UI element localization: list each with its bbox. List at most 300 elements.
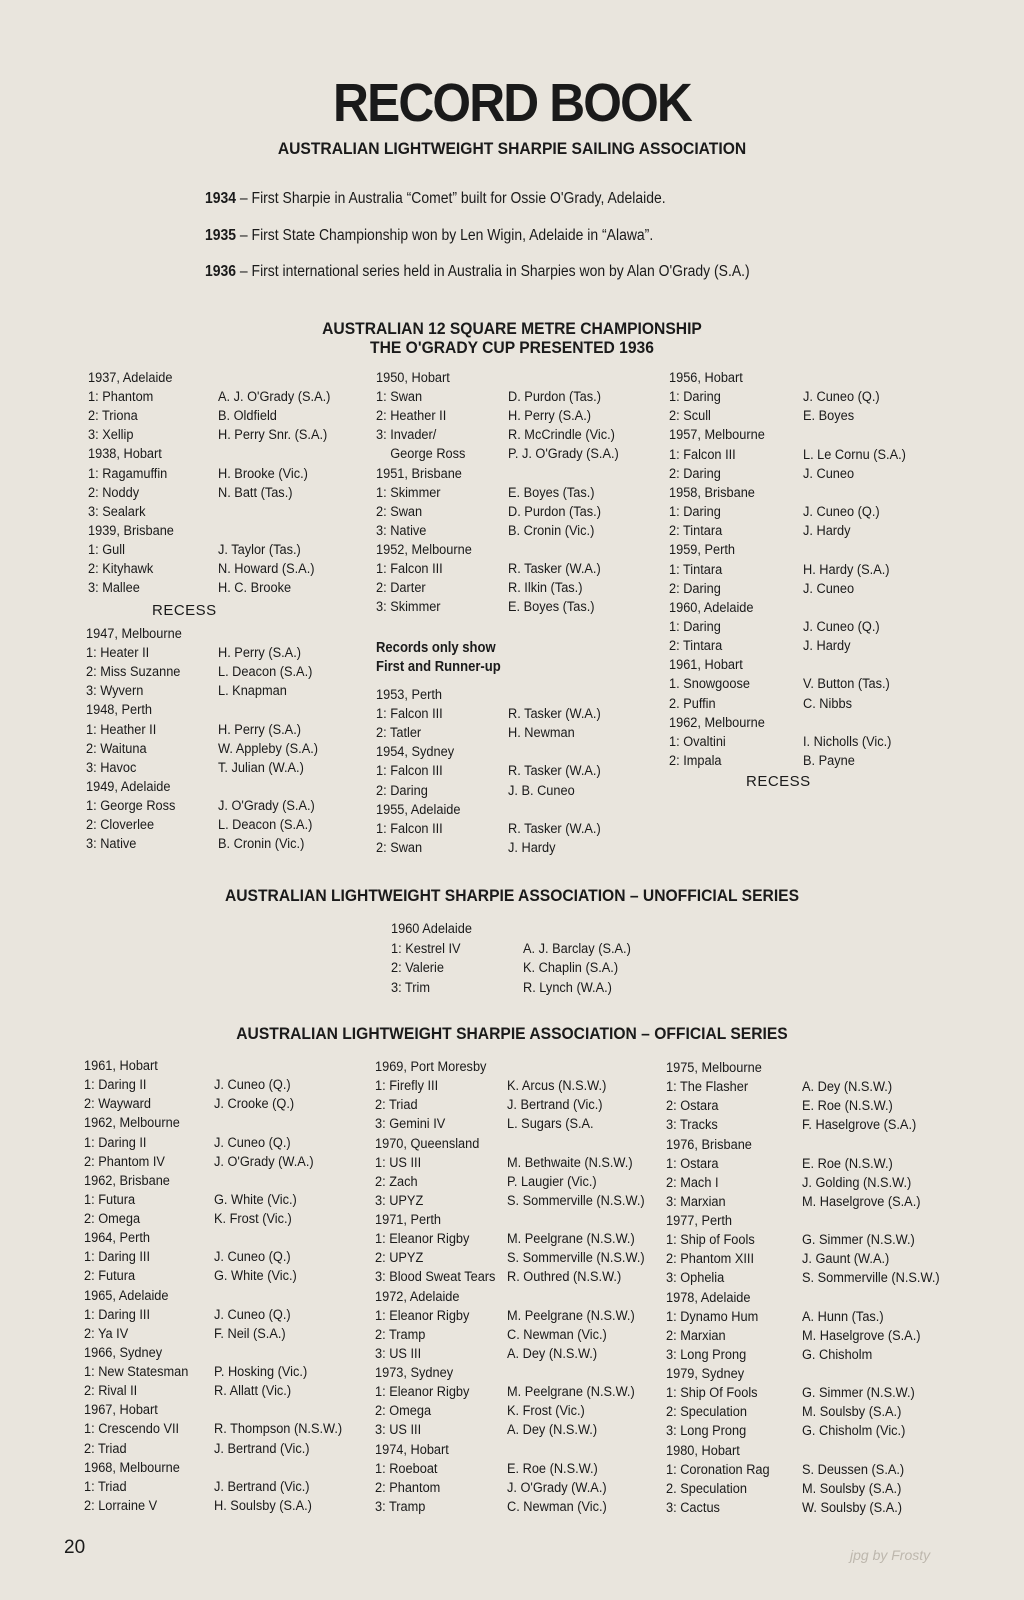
skipper-name: J. Bertrand (Vic.) [506, 1097, 603, 1114]
boat-name: 1: Daring [669, 504, 721, 521]
skipper-name: K. Frost (Vic.) [213, 1211, 292, 1228]
boat-name: 1: Heather II [86, 721, 157, 738]
boat-name: 1: Eleanor Rigby [375, 1231, 470, 1248]
result-row [669, 561, 890, 580]
boat-name: 2. Puffin [669, 695, 716, 712]
boat-name: 3: Cactus [666, 1499, 720, 1516]
skipper-name: J. O'Grady (S.A.) [217, 797, 315, 814]
skipper-name: S. Sommerville (N.S.W.) [506, 1250, 645, 1267]
skipper-name: C. Newman (Vic.) [506, 1326, 607, 1343]
skipper-name: V. Button (Tas.) [802, 676, 890, 693]
event-venue: 1951, Brisbane [376, 465, 462, 482]
result-row [86, 721, 302, 740]
history-year: 1934 [205, 190, 237, 207]
result-row [86, 644, 302, 663]
boat-name: 3: Long Prong [666, 1423, 747, 1440]
skipper-name: R. Thompson (N.S.W.) [213, 1421, 343, 1438]
boat-name: 1. Snowgoose [669, 676, 750, 693]
boat-name: 3: Blood Sweat Tears [375, 1269, 496, 1286]
event-venue: 1974, Hobart [375, 1441, 449, 1458]
result-row [375, 1230, 635, 1249]
skipper-name: E. Boyes [802, 408, 855, 425]
skipper-name: J. Cuneo (Q.) [213, 1077, 291, 1094]
boat-name: 2: Darter [376, 580, 426, 597]
boat-name: 2: Scull [669, 408, 711, 425]
skipper-name: R. Tasker (W.A.) [507, 763, 601, 780]
event-heading [666, 1212, 732, 1231]
boat-name: 2. Speculation [666, 1480, 747, 1497]
event-venue: 1970, Queensland [375, 1135, 480, 1152]
skipper-name: E. Boyes (Tas.) [507, 599, 595, 616]
result-row [84, 1497, 312, 1516]
boat-name: 3: Xellip [88, 427, 134, 444]
boat-name: 2: Speculation [666, 1404, 747, 1421]
boat-name: 2: Rival II [84, 1383, 138, 1400]
skipper-name: J. Bertrand (Vic.) [213, 1478, 310, 1495]
result-row [376, 503, 601, 522]
skipper-name: W. Soulsby (S.A.) [801, 1499, 903, 1516]
boat-name: 2: Wayward [84, 1096, 151, 1113]
result-row [375, 1268, 622, 1287]
result-row [666, 1308, 884, 1327]
skipper-name: G. Simmer (N.S.W.) [801, 1385, 915, 1402]
result-row [376, 579, 583, 598]
event-venue: 1962, Melbourne [669, 714, 765, 731]
boat-name: 3: Trim [391, 979, 431, 996]
skipper-name: C. Nibbs [802, 695, 852, 712]
result-row [375, 1498, 607, 1517]
skipper-name: J. Hardy [802, 523, 851, 540]
history-text: – First State Championship won by Len Wigin, Adelaide in “Alawa”. [236, 226, 654, 244]
result-row [666, 1346, 873, 1365]
skipper-name: J. Crooke (Q.) [213, 1096, 295, 1113]
result-row [669, 637, 851, 656]
result-row [376, 762, 601, 781]
result-row [669, 465, 855, 484]
result-row [391, 959, 619, 978]
skipper-name: A. Hunn (Tas.) [801, 1308, 884, 1325]
skipper-name: R. Tasker (W.A.) [507, 706, 601, 723]
event-heading [666, 1289, 751, 1308]
result-row [375, 1096, 603, 1115]
event-venue: 1937, Adelaide [88, 370, 173, 386]
result-row [84, 1210, 292, 1229]
event-heading [669, 714, 765, 733]
skipper-name: G. White (Vic.) [213, 1268, 297, 1285]
records-note-line1: Records only show [376, 640, 496, 656]
boat-name: 2: Kityhawk [88, 561, 154, 577]
skipper-name: R. McCrindle (Vic.) [507, 427, 615, 444]
boat-name: 1: Kestrel IV [391, 940, 461, 957]
result-row [376, 484, 595, 503]
official-series-title: AUSTRALIAN LIGHTWEIGHT SHARPIE ASSOCIATION – OFFICIAL SERIES [236, 1024, 788, 1043]
event-heading [376, 743, 454, 762]
result-row [666, 1480, 902, 1499]
boat-name: 1: Daring [669, 389, 721, 406]
boat-name: 1: Ostara [666, 1155, 719, 1172]
event-heading [375, 1211, 441, 1230]
result-row [666, 1116, 917, 1135]
result-row [375, 1173, 597, 1192]
result-row [86, 663, 313, 682]
skipper-name: J. Cuneo [802, 465, 855, 482]
boat-name: 1: Futura [84, 1191, 136, 1208]
boat-name: 1: Daring III [84, 1249, 151, 1266]
boat-name: 2: Tintara [669, 523, 723, 540]
event-heading [669, 484, 755, 503]
skipper-name: N. Howard (S.A.) [217, 561, 315, 577]
boat-name: 2: Waituna [86, 740, 147, 757]
boat-name: 2: Omega [375, 1403, 432, 1420]
event-heading [84, 1459, 180, 1478]
boat-name: 1: Crescendo VII [84, 1421, 180, 1438]
result-row [669, 695, 852, 714]
result-row [84, 1267, 297, 1286]
boat-name: 1: US III [375, 1154, 422, 1171]
skipper-name: H. Newman [507, 725, 575, 742]
result-row [86, 816, 313, 835]
result-row [375, 1249, 645, 1268]
boat-name: 1: Ship Of Fools [666, 1385, 758, 1402]
boat-name: 1: Daring III [84, 1306, 151, 1323]
skipper-name: M. Bethwaite (N.S.W.) [506, 1154, 633, 1171]
skipper-name: B. Payne [802, 753, 855, 769]
records-note [376, 639, 501, 677]
boat-name: 2: Omega [84, 1211, 141, 1228]
event-heading [669, 369, 743, 388]
event-venue: 1961, Hobart [669, 657, 743, 674]
event-heading [375, 1288, 460, 1307]
skipper-name: I. Nicholls (Vic.) [802, 733, 892, 750]
result-row [376, 522, 595, 541]
result-row [669, 388, 880, 407]
boat-name: 1: Heater II [86, 645, 150, 662]
event-heading [84, 1229, 150, 1248]
boat-name: 2: Valerie [391, 960, 445, 976]
event-heading [88, 503, 146, 522]
event-heading [86, 778, 171, 797]
result-row [375, 1345, 598, 1364]
skipper-name: A. Dey (N.S.W.) [801, 1079, 893, 1096]
event-venue: 1960, Adelaide [669, 599, 754, 616]
result-row [376, 426, 615, 445]
result-row [84, 1134, 291, 1153]
event-heading [391, 920, 472, 939]
boat-name: 2: Daring [669, 465, 721, 482]
result-row [84, 1420, 343, 1439]
event-heading [666, 1365, 744, 1384]
result-row [84, 1306, 291, 1325]
boat-name: 1: Falcon III [376, 706, 443, 723]
skipper-name: J. Cuneo (Q.) [802, 504, 880, 521]
result-row [669, 446, 906, 465]
skipper-name: P. J. O'Grady (S.A.) [507, 446, 619, 463]
history-list [205, 190, 965, 300]
result-row [375, 1479, 607, 1498]
boat-name: 3: US III [375, 1345, 422, 1362]
skipper-name: E. Roe (N.S.W.) [801, 1155, 893, 1172]
result-row [666, 1174, 912, 1193]
skipper-name: J. O'Grady (W.A.) [506, 1479, 607, 1496]
boat-name: 2: Miss Suzanne [86, 664, 181, 681]
skipper-name: L. Knapman [217, 683, 287, 700]
boat-name: 1: Coronation Rag [666, 1461, 770, 1478]
boat-name: 2: Futura [84, 1268, 136, 1285]
skipper-name: R. Allatt (Vic.) [213, 1383, 292, 1400]
boat-name: 1: Ship of Fools [666, 1232, 755, 1249]
skipper-name: P. Laugier (Vic.) [506, 1173, 597, 1190]
result-row [375, 1077, 607, 1096]
skipper-name: S. Sommerville (N.S.W.) [801, 1270, 940, 1287]
event-heading [84, 1172, 170, 1191]
result-row [84, 1325, 286, 1344]
history-text: – First Sharpie in Australia “Comet” built for Ossie O'Grady, Adelaide. [236, 190, 666, 207]
result-row [666, 1231, 915, 1250]
skipper-name: J. Golding (N.S.W.) [801, 1174, 912, 1191]
event-venue: 1955, Adelaide [376, 801, 461, 818]
skipper-name: C. Newman (Vic.) [506, 1498, 607, 1515]
event-heading [375, 1135, 479, 1154]
skipper-name: B. Cronin (Vic.) [217, 836, 305, 853]
result-row [84, 1095, 295, 1114]
event-heading [84, 1344, 162, 1363]
result-row [84, 1440, 310, 1459]
event-heading [86, 701, 152, 720]
skipper-name: S. Deussen (S.A.) [801, 1461, 905, 1478]
result-row [86, 682, 287, 701]
event-venue: 1952, Melbourne [376, 541, 472, 558]
boat-name: 1: Daring II [84, 1134, 147, 1151]
result-row [669, 675, 890, 694]
event-venue: 1977, Perth [666, 1213, 733, 1230]
event-heading [376, 541, 472, 560]
event-venue: 1954, Sydney [376, 744, 455, 761]
event-heading [376, 369, 450, 388]
result-row [376, 724, 575, 743]
skipper-name: J. Cuneo (Q.) [213, 1134, 291, 1151]
boat-name: 1: Swan [376, 389, 423, 406]
boat-name: 3: Gemini IV [375, 1116, 446, 1133]
result-row [84, 1363, 308, 1382]
result-row [88, 426, 328, 445]
event-venue: 1957, Melbourne [669, 427, 765, 444]
event-heading [88, 369, 173, 388]
boat-name: 3: Mallee [88, 580, 140, 597]
event-venue: 1953, Perth [376, 687, 443, 703]
boat-name: 2: Daring [669, 580, 721, 597]
boat-name: 3: Tramp [375, 1498, 426, 1515]
skipper-name: G. Chisholm [801, 1346, 873, 1363]
event-venue: 1979, Sydney [666, 1366, 745, 1383]
event-heading [669, 656, 743, 675]
page-number: 20 [64, 1537, 86, 1558]
boat-name: 2: Triona [88, 408, 138, 425]
skipper-name: E. Boyes (Tas.) [507, 484, 595, 501]
skipper-name: J. Cuneo [802, 580, 855, 597]
event-heading [375, 1364, 453, 1383]
boat-name: 1: Falcon III [376, 820, 443, 837]
skipper-name: D. Purdon (Tas.) [507, 389, 601, 406]
event-venue: 1971, Perth [375, 1212, 442, 1229]
boat-name: 3: Wyvern [86, 683, 144, 700]
boat-name: 2: Ostara [666, 1098, 719, 1115]
skipper-name: J. Hardy [507, 839, 556, 856]
history-text: – First international series held in Australia in Sharpies won by Alan O'Grady (S.A.) [236, 263, 750, 280]
boat-name: 2: Triad [84, 1440, 127, 1457]
boat-name: 1: The Flasher [666, 1079, 749, 1096]
championship-title-line1: AUSTRALIAN 12 SQUARE METRE CHAMPIONSHIP [322, 319, 702, 338]
result-row [376, 560, 601, 579]
event-venue: 1950, Hobart [376, 370, 450, 386]
boat-name: 2: Mach I [666, 1174, 719, 1191]
recess-label-2: RECESS [746, 773, 811, 790]
result-row [86, 797, 315, 816]
result-row [375, 1307, 635, 1326]
boat-name: 1: Falcon III [376, 763, 443, 780]
skipper-name: H. Brooke (Vic.) [217, 465, 308, 482]
skipper-name: J. Bertrand (Vic.) [213, 1440, 310, 1457]
event-venue: 1962, Melbourne [84, 1115, 180, 1132]
boat-name: 2: Heather II [376, 408, 447, 425]
boat-name: 3: UPYZ [375, 1192, 424, 1209]
result-row [88, 541, 301, 560]
event-heading [666, 1059, 762, 1078]
boat-name: 1: Triad [84, 1478, 127, 1495]
result-row [376, 839, 556, 858]
boat-name: 1: Tintara [669, 561, 723, 578]
result-row [84, 1191, 297, 1210]
event-venue: 1949, Adelaide [86, 778, 171, 795]
skipper-name: A. J. O'Grady (S.A.) [217, 389, 331, 406]
boat-name: 2: Tintara [669, 638, 723, 655]
skipper-name: D. Purdon (Tas.) [507, 503, 601, 520]
skipper-name: L. Sugars (S.A. [506, 1116, 594, 1133]
event-heading [669, 599, 754, 618]
skipper-name: P. Hosking (Vic.) [213, 1364, 308, 1381]
event-heading [88, 522, 174, 541]
skipper-name: G. Simmer (N.S.W.) [801, 1232, 915, 1249]
result-row [84, 1382, 292, 1401]
event-venue: 1978, Adelaide [666, 1289, 751, 1306]
event-venue: 1969, Port Moresby [375, 1059, 487, 1075]
skipper-name: N. Batt (Tas.) [217, 484, 293, 501]
event-heading [375, 1441, 449, 1460]
skipper-name: H. C. Brooke [217, 580, 292, 597]
event-venue: 1962, Brisbane [84, 1172, 170, 1189]
boat-name: 1: Phantom [88, 389, 154, 406]
boat-name: George Ross [376, 446, 466, 463]
event-venue: 1967, Hobart [84, 1402, 158, 1419]
skipper-name: B. Cronin (Vic.) [507, 522, 595, 539]
boat-name: 3: Ophelia [666, 1270, 725, 1287]
boat-name: 2: Triad [375, 1097, 418, 1114]
boat-name: 3: US III [375, 1422, 422, 1439]
event-venue: 1972, Adelaide [375, 1288, 460, 1305]
event-venue: 3: Sealark [88, 503, 146, 520]
skipper-name: J. Cuneo (Q.) [802, 389, 880, 406]
skipper-name: M. Haselgrove (S.A.) [801, 1327, 921, 1344]
event-heading [86, 625, 182, 644]
result-row [375, 1115, 594, 1134]
result-row [669, 522, 851, 541]
result-row [669, 580, 855, 599]
skipper-name: R. Tasker (W.A.) [507, 820, 601, 837]
boat-name: 2: Noddy [88, 484, 140, 501]
skipper-name: A. Dey (N.S.W.) [506, 1422, 598, 1439]
result-row [666, 1327, 921, 1346]
boat-name: 2: Impala [669, 753, 722, 769]
result-row [375, 1421, 598, 1440]
result-row [669, 503, 880, 522]
recess-label: RECESS [152, 602, 217, 619]
history-item [205, 227, 889, 245]
skipper-name: H. Perry (S.A.) [217, 721, 302, 738]
result-row [88, 579, 292, 598]
result-row [376, 820, 601, 839]
boat-name: 2: Marxian [666, 1327, 726, 1344]
boat-name: 2: Tramp [375, 1326, 426, 1343]
skipper-name: S. Sommerville (N.S.W.) [506, 1192, 645, 1209]
result-row [375, 1402, 585, 1421]
event-venue: 1959, Perth [669, 542, 736, 559]
boat-name: 1: Falcon III [669, 446, 736, 463]
result-row [666, 1250, 890, 1269]
boat-name: 3: Skimmer [376, 599, 441, 616]
boat-name: 2: Phantom [375, 1479, 441, 1496]
boat-name: 1: Dynamo Hum [666, 1308, 759, 1325]
boat-name: 1: Skimmer [376, 484, 441, 501]
boat-name: 3: Marxian [666, 1193, 726, 1210]
boat-name: 2: Ya IV [84, 1325, 129, 1342]
skipper-name: H. Soulsby (S.A.) [213, 1497, 312, 1514]
history-year: 1936 [205, 263, 237, 280]
skipper-name: W. Appleby (S.A.) [217, 740, 319, 757]
event-heading [376, 465, 462, 484]
event-heading [376, 686, 442, 705]
event-heading [375, 1058, 486, 1077]
event-venue: 1947, Melbourne [86, 626, 182, 642]
event-venue: 1966, Sydney [84, 1344, 163, 1361]
result-row [375, 1154, 633, 1173]
event-venue: 1965, Adelaide [84, 1287, 169, 1304]
event-venue: 1956, Hobart [669, 370, 743, 386]
skipper-name: M. Peelgrane (N.S.W.) [506, 1307, 635, 1324]
boat-name: 2: Swan [376, 839, 423, 856]
boat-name: 3: Tracks [666, 1117, 718, 1134]
skipper-name: E. Roe (N.S.W.) [506, 1460, 598, 1477]
skipper-name: J. Cuneo (Q.) [802, 618, 880, 635]
result-row [88, 407, 277, 426]
result-row [669, 752, 855, 771]
boat-name: 2: Tatler [376, 725, 422, 742]
result-row [669, 618, 880, 637]
event-heading [666, 1136, 752, 1155]
result-row [86, 759, 304, 778]
result-row [86, 835, 305, 854]
skipper-name: F. Haselgrove (S.A.) [801, 1117, 917, 1134]
event-venue: 1968, Melbourne [84, 1459, 180, 1476]
result-row [376, 445, 619, 464]
boat-name: 1: Daring [669, 618, 721, 635]
boat-name: 2: UPYZ [375, 1250, 424, 1267]
result-row [88, 560, 315, 579]
boat-name: 3: Invader/ [376, 427, 437, 444]
boat-name: 1: New Statesman [84, 1364, 189, 1381]
skipper-name: H. Perry (S.A.) [217, 645, 302, 662]
event-venue: 1960 Adelaide [391, 921, 472, 937]
result-row [375, 1326, 607, 1345]
boat-name: 2: Daring [376, 782, 428, 799]
